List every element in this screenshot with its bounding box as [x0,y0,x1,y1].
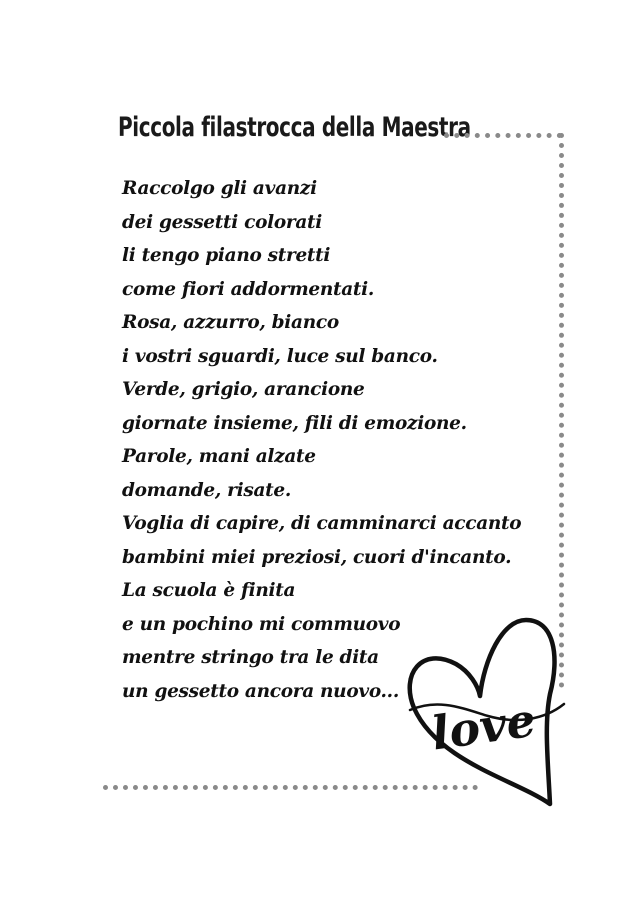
poem-line: Rosa, azzurro, bianco [122,312,339,333]
poem-line: li tengo piano stretti [122,245,331,266]
poem-line: Raccolgo gli avanzi [122,178,317,199]
poem-line: i vostri sguardi, luce sul banco. [122,345,438,367]
poem-line: giornate insieme, fili di emozione. [122,412,467,434]
poem-line: dei gessetti colorati [122,211,323,233]
poem-line: Parole, mani alzate [122,446,316,467]
poem-line: un gessetto ancora nuovo... [122,680,399,702]
poem-line: e un pochino mi commuovo [122,613,401,635]
love-text: love [428,692,539,761]
poem-line: La scuola è finita [122,580,296,601]
poem-line: Verde, grigio, arancione [122,379,365,400]
dotted-frame-right [559,133,564,688]
poem-line: come fiori addormentati. [122,278,375,300]
dotted-frame-top [444,133,562,138]
poem-line: Voglia di capire, di camminarci accanto [122,513,522,534]
poem-title: Piccola filastrocca della Maestra [118,112,471,143]
poem-line: domande, risate. [122,479,292,501]
love-heart-icon [398,612,570,822]
poem-line: bambini miei preziosi, cuori d'incanto. [122,546,512,568]
poem-line: mentre stringo tra le dita [122,647,379,668]
